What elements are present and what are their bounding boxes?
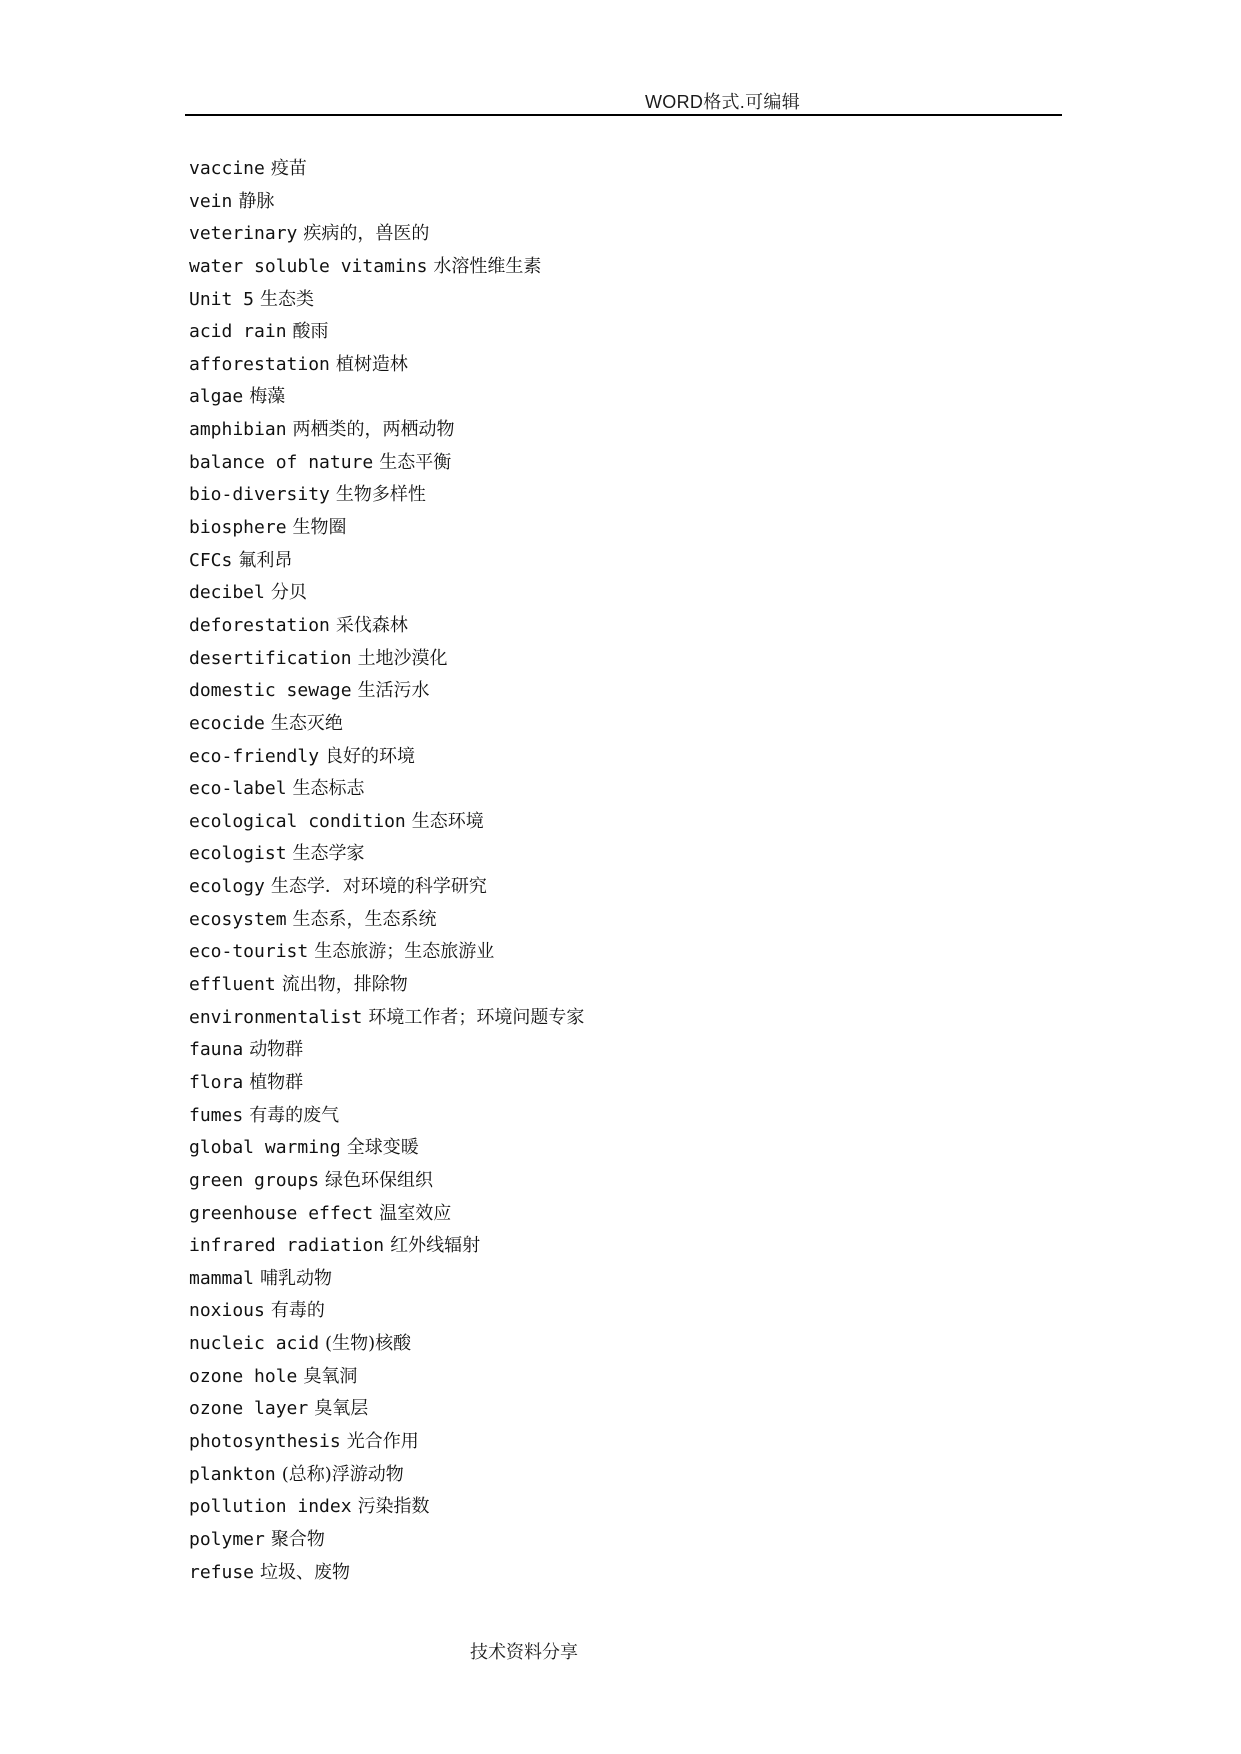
entry-term: ecocide [189, 712, 265, 734]
list-item [189, 251, 584, 284]
entry-term: bio-diversity [189, 484, 330, 506]
entry-term: biosphere [189, 517, 287, 539]
section-heading [189, 284, 584, 317]
entry-meaning: 绿色环保组织 [325, 1169, 434, 1191]
entry-term: desertification [189, 647, 352, 669]
entry-meaning: (总称)浮游动物 [281, 1463, 404, 1485]
entry-term: afforestation [189, 353, 330, 375]
list-item [189, 153, 584, 186]
list-item [189, 1328, 584, 1361]
entry-meaning: 有毒的废气 [249, 1104, 340, 1126]
list-item [189, 1100, 584, 1133]
entry-term: amphibian [189, 419, 287, 441]
list-item [189, 1426, 584, 1459]
entry-meaning: 梅藻 [249, 386, 286, 408]
list-item [189, 1491, 584, 1524]
list-item [189, 1132, 584, 1165]
entry-term: nucleic acid [189, 1333, 320, 1355]
entry-term: ozone layer [189, 1398, 309, 1420]
entry-term: refuse [189, 1561, 255, 1583]
list-item [189, 610, 584, 643]
list-item [189, 414, 584, 447]
list-item [189, 1002, 584, 1035]
entry-meaning: 分贝 [270, 582, 307, 604]
entry-meaning: 良好的环境 [325, 745, 416, 767]
entry-meaning: 红外线辐射 [390, 1235, 481, 1257]
list-item [189, 1295, 584, 1328]
entry-meaning: 植树造林 [335, 353, 408, 375]
entry-term: vaccine [189, 158, 265, 179]
entry-meaning: 污染指数 [357, 1496, 430, 1518]
entry-term: plankton [189, 1463, 276, 1485]
list-item [189, 218, 584, 251]
entry-meaning: 疾病的，兽医的 [303, 223, 430, 245]
entry-term: eco-tourist [189, 941, 309, 963]
list-item [189, 316, 584, 349]
entry-meaning: 植物群 [249, 1071, 304, 1093]
entry-term: domestic sewage [189, 680, 352, 702]
list-item [189, 479, 584, 512]
list-item [189, 675, 584, 708]
entry-meaning: 生活污水 [357, 680, 430, 702]
entry-term: ozone hole [189, 1365, 298, 1387]
entry-term: fumes [189, 1104, 244, 1126]
entry-meaning: 有毒的 [270, 1300, 325, 1322]
entry-term: global warming [189, 1137, 341, 1159]
entry-term: deforestation [189, 614, 330, 636]
entry-term: eco-label [189, 778, 287, 800]
entry-term: flora [189, 1071, 244, 1093]
entry-meaning: 氟利昂 [238, 549, 293, 571]
entry-meaning: 生态标志 [292, 778, 365, 800]
entry-meaning: 生物圈 [292, 517, 347, 539]
entry-meaning: 水溶性维生素 [433, 255, 542, 277]
entry-meaning: 流出物，排除物 [281, 974, 408, 996]
list-item [189, 838, 584, 871]
list-item [189, 643, 584, 676]
entry-meaning: 采伐森林 [335, 614, 408, 636]
entry-meaning: 生态旅游；生态旅游业 [314, 941, 495, 963]
entry-term: water soluble vitamins [189, 255, 428, 277]
list-item [189, 1198, 584, 1231]
entry-meaning: (生物)核酸 [325, 1333, 412, 1355]
entry-term: polymer [189, 1528, 265, 1550]
list-item [189, 741, 584, 774]
entry-meaning: 臭氧层 [314, 1398, 369, 1420]
list-item [189, 773, 584, 806]
entry-meaning: 动物群 [249, 1039, 304, 1061]
entry-meaning: 土地沙漠化 [357, 647, 448, 669]
list-item [189, 904, 584, 937]
entry-term: fauna [189, 1039, 244, 1061]
entry-term: photosynthesis [189, 1430, 341, 1452]
entry-term: ecological condition [189, 810, 406, 832]
page-footer: 技术资料分享 [470, 1642, 578, 1663]
entry-meaning: 生态环境 [411, 810, 484, 832]
entry-meaning: 酸雨 [292, 321, 329, 343]
entry-term: veterinary [189, 223, 298, 245]
list-item [189, 545, 584, 578]
entry-meaning: 哺乳动物 [260, 1267, 333, 1289]
entry-meaning: 全球变暖 [346, 1137, 419, 1159]
entry-term: eco-friendly [189, 745, 320, 767]
entry-term: acid rain [189, 321, 287, 343]
entry-term: pollution index [189, 1496, 352, 1518]
list-item [189, 1459, 584, 1492]
entry-meaning: 环境工作者；环境问题专家 [368, 1006, 585, 1028]
entry-meaning: 生态系，生态系统 [292, 908, 437, 930]
list-item [189, 1393, 584, 1426]
entry-meaning: 两栖类的，两栖动物 [292, 419, 455, 441]
list-item [189, 1230, 584, 1263]
entry-term: Unit 5 [189, 288, 255, 310]
entry-meaning: 生态平衡 [379, 451, 452, 473]
list-item [189, 1263, 584, 1296]
list-item [189, 186, 584, 219]
entry-term: algae [189, 386, 244, 408]
entry-term: environmentalist [189, 1006, 363, 1028]
entry-meaning: 垃圾、废物 [260, 1561, 351, 1583]
entry-term: effluent [189, 974, 276, 996]
entry-term: greenhouse effect [189, 1202, 374, 1224]
list-item [189, 1361, 584, 1394]
entry-meaning: 静脉 [238, 190, 275, 212]
list-item [189, 936, 584, 969]
entry-term: decibel [189, 582, 265, 604]
entry-term: infrared radiation [189, 1235, 385, 1257]
entry-term: ecologist [189, 843, 287, 865]
list-item [189, 708, 584, 741]
list-item [189, 577, 584, 610]
entry-meaning: 光合作用 [346, 1430, 419, 1452]
entry-term: green groups [189, 1169, 320, 1191]
list-item [189, 969, 584, 1002]
entry-meaning: 温室效应 [379, 1202, 452, 1224]
list-item [189, 1557, 584, 1590]
entry-term: balance of nature [189, 451, 374, 473]
page-header: WORD格式.可编辑 [645, 92, 800, 112]
list-item [189, 1067, 584, 1100]
header-divider [185, 114, 1062, 116]
list-item [189, 512, 584, 545]
entry-meaning: 臭氧洞 [303, 1365, 358, 1387]
list-item [189, 447, 584, 480]
list-item [189, 1034, 584, 1067]
entry-term: ecology [189, 876, 265, 898]
entry-meaning: 聚合物 [270, 1528, 325, 1550]
entry-meaning: 生态类 [260, 288, 315, 310]
entry-term: mammal [189, 1267, 255, 1289]
list-item [189, 349, 584, 382]
list-item [189, 1165, 584, 1198]
vocabulary-list [189, 153, 584, 1589]
entry-term: ecosystem [189, 908, 287, 930]
entry-meaning: 生物多样性 [335, 484, 426, 506]
list-item [189, 806, 584, 839]
entry-meaning: 生态学．对环境的科学研究 [270, 876, 487, 898]
entry-term: CFCs [189, 549, 233, 571]
list-item [189, 871, 584, 904]
list-item [189, 381, 584, 414]
entry-meaning: 疫苗 [270, 158, 307, 179]
entry-term: vein [189, 190, 233, 212]
entry-term: noxious [189, 1300, 265, 1322]
list-item [189, 1524, 584, 1557]
entry-meaning: 生态学家 [292, 843, 365, 865]
entry-meaning: 生态灭绝 [270, 712, 343, 734]
